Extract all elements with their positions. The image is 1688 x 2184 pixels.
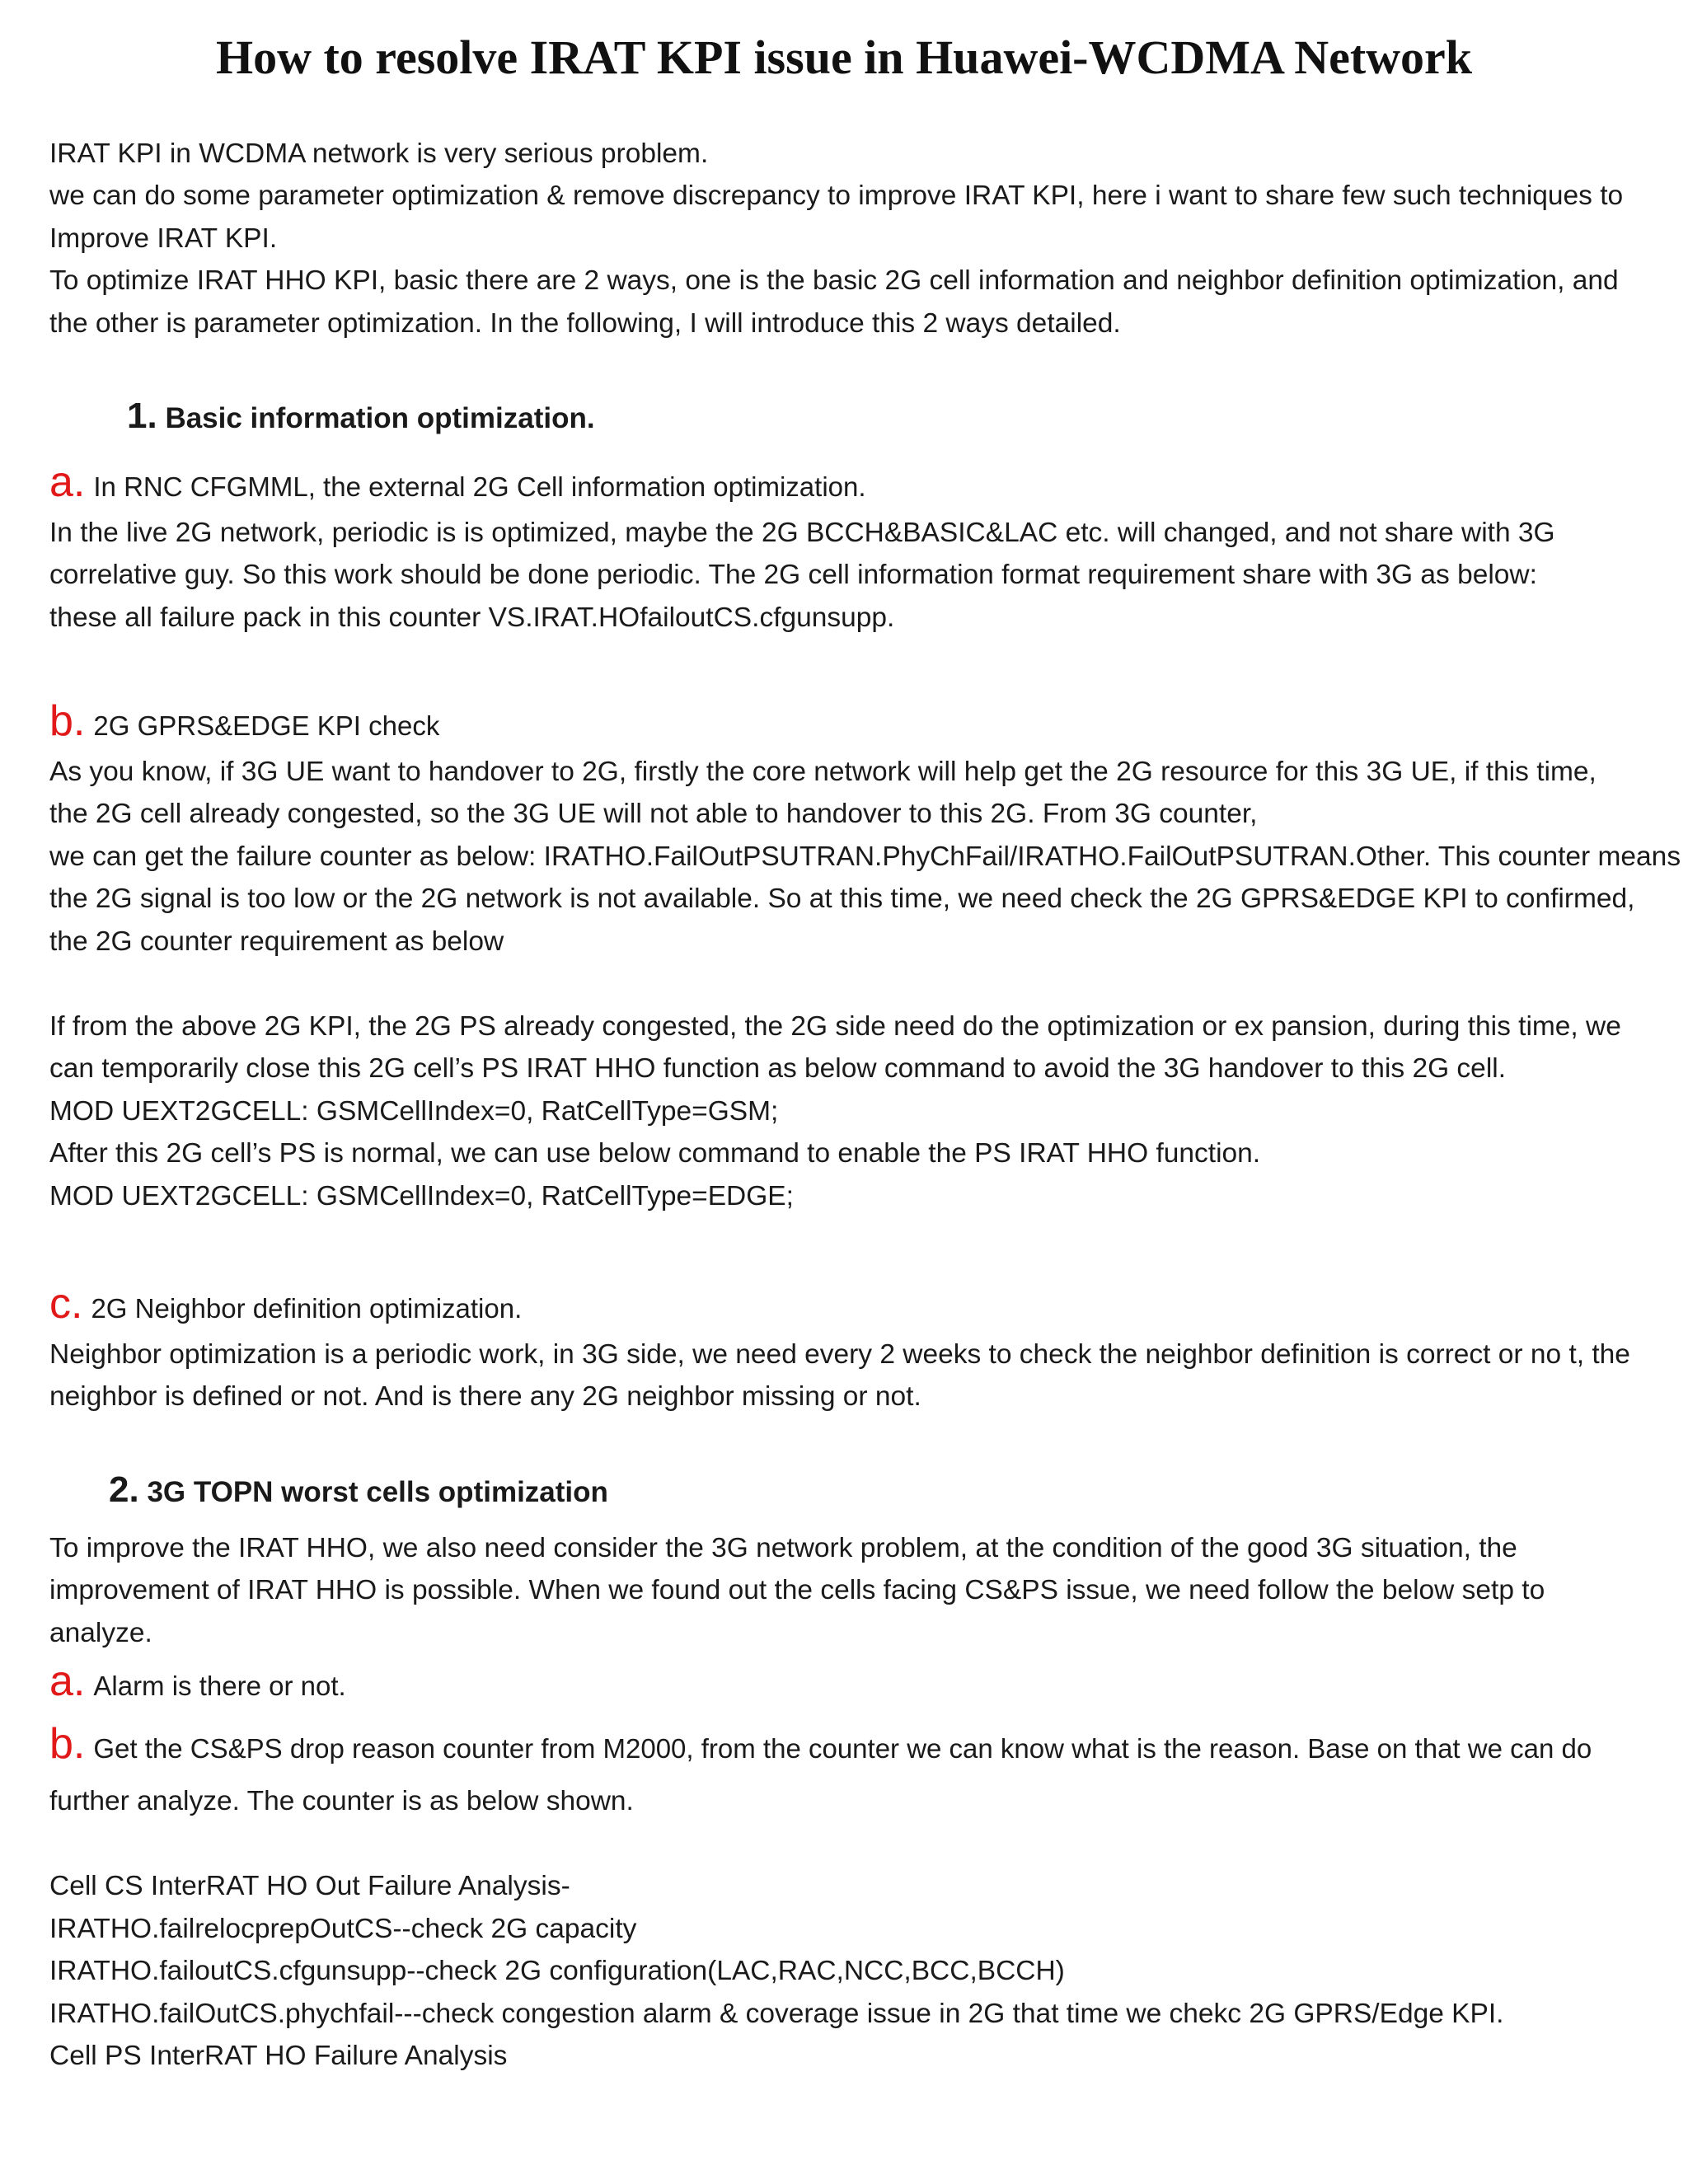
section-1-number: 1. [127,396,157,436]
subsection-letter: c. [49,1280,83,1328]
paragraph-line: the 2G counter requirement as below [49,926,504,957]
paragraph-line: can temporarily close this 2G cell’s PS IRAT HHO function as below command to avoid the 3G handover to this 2G cell. [49,1053,1507,1084]
intro-line: Improve IRAT KPI. [49,223,278,254]
counter-line: Cell PS InterRAT HO Failure Analysis [49,2041,508,2071]
counter-line: IRATHO.failoutCS.cfgunsupp--check 2G configuration(LAC,RAC,NCC,BCC,BCCH) [49,1956,1065,1986]
counter-line: IRATHO.failOutCS.phychfail---check congestion alarm & coverage issue in 2G that time we chekc 2G GPRS/Edge KPI. [49,1999,1504,2029]
section-2-heading [109,1469,608,1511]
subsection-2b-text: Get the CS&PS drop reason counter from M2000, from the counter we can know what is the reason. Base on that we can do [93,1733,1592,1764]
paragraph-line: analyze. [49,1618,152,1648]
subsection-letter: a. [49,1657,86,1705]
paragraph-line: the 2G cell already congested, so the 3G UE will not able to handover to this 2G. From 3G counter, [49,799,1258,829]
section-1-title: Basic information optimization. [165,402,595,434]
subsection-letter: b. [49,697,86,745]
paragraph-line: Neighbor optimization is a periodic work, in 3G side, we need every 2 weeks to check the neighbor definition is correct or no t, the [49,1339,1630,1370]
intro-line: the other is parameter optimization. In the following, I will introduce this 2 ways detailed. [49,308,1121,339]
subsection-letter: a. [49,458,86,506]
subsection-1b-text: 2G GPRS&EDGE KPI check [93,710,440,741]
subsection-1c-title [49,1279,522,1329]
intro-line: To optimize IRAT HHO KPI, basic there are 2 ways, one is the basic 2G cell information and neighbor definition optimization, and [49,265,1619,296]
paragraph-line: If from the above 2G KPI, the 2G PS already congested, the 2G side need do the optimization or ex pansion, during this time, we [49,1011,1621,1042]
counter-line: IRATHO.failrelocprepOutCS--check 2G capacity [49,1914,637,1944]
paragraph-line: After this 2G cell’s PS is normal, we can use below command to enable the PS IRAT HHO function. [49,1138,1261,1169]
subsection-1c-text: 2G Neighbor definition optimization. [91,1293,523,1324]
document-title: How to resolve IRAT KPI issue in Huawei-WCDMA Network [215,30,1473,84]
counter-line: Cell CS InterRAT HO Out Failure Analysis- [49,1871,570,1901]
command-line: MOD UEXT2GCELL: GSMCellIndex=0, RatCellType=EDGE; [49,1181,794,1212]
subsection-1b-title [49,696,439,746]
paragraph-line: neighbor is defined or not. And is there any 2G neighbor missing or not. [49,1381,921,1412]
paragraph-line: these all failure pack in this counter VS.IRAT.HOfailoutCS.cfgunsupp. [49,602,895,633]
subsection-1a-text: In RNC CFGMML, the external 2G Cell information optimization. [93,471,866,502]
subsection-2a-text: Alarm is there or not. [93,1671,346,1701]
section-1-heading [127,396,595,437]
section-2-number: 2. [109,1469,139,1510]
paragraph-line: we can get the failure counter as below: IRATHO.FailOutPSUTRAN.PhyChFail/IRATHO.FailOutPSUTRAN.Other. This counter means [49,841,1681,872]
section-2-title: 3G TOPN worst cells optimization [147,1476,608,1508]
paragraph-line: In the live 2G network, periodic is is optimized, maybe the 2G BCCH&BASIC&LAC etc. will changed, and not share with 3G [49,518,1555,548]
paragraph-line: the 2G signal is too low or the 2G network is not available. So at this time, we need check the 2G GPRS&EDGE KPI to confirmed, [49,883,1635,914]
paragraph-line: To improve the IRAT HHO, we also need consider the 3G network problem, at the condition of the good 3G situation, the [49,1533,1517,1563]
intro-line: we can do some parameter optimization & remove discrepancy to improve IRAT KPI, here i want to share few such techniques to [49,180,1624,211]
subsection-letter: b. [49,1720,86,1768]
subsection-1a-title [49,457,866,507]
command-line: MOD UEXT2GCELL: GSMCellIndex=0, RatCellType=GSM; [49,1096,779,1127]
subsection-2a-title [49,1657,346,1706]
intro-line: IRAT KPI in WCDMA network is very serious problem. [49,138,709,169]
paragraph-line: improvement of IRAT HHO is possible. When we found out the cells facing CS&PS issue, we need follow the below setp to [49,1575,1545,1605]
paragraph-line: As you know, if 3G UE want to handover to 2G, firstly the core network will help get the 2G resource for this 3G UE, if this time, [49,757,1597,787]
paragraph-line: further analyze. The counter is as below shown. [49,1786,634,1816]
subsection-2b-title [49,1719,1592,1769]
paragraph-line: correlative guy. So this work should be done periodic. The 2G cell information format requirement share with 3G as below: [49,560,1537,590]
